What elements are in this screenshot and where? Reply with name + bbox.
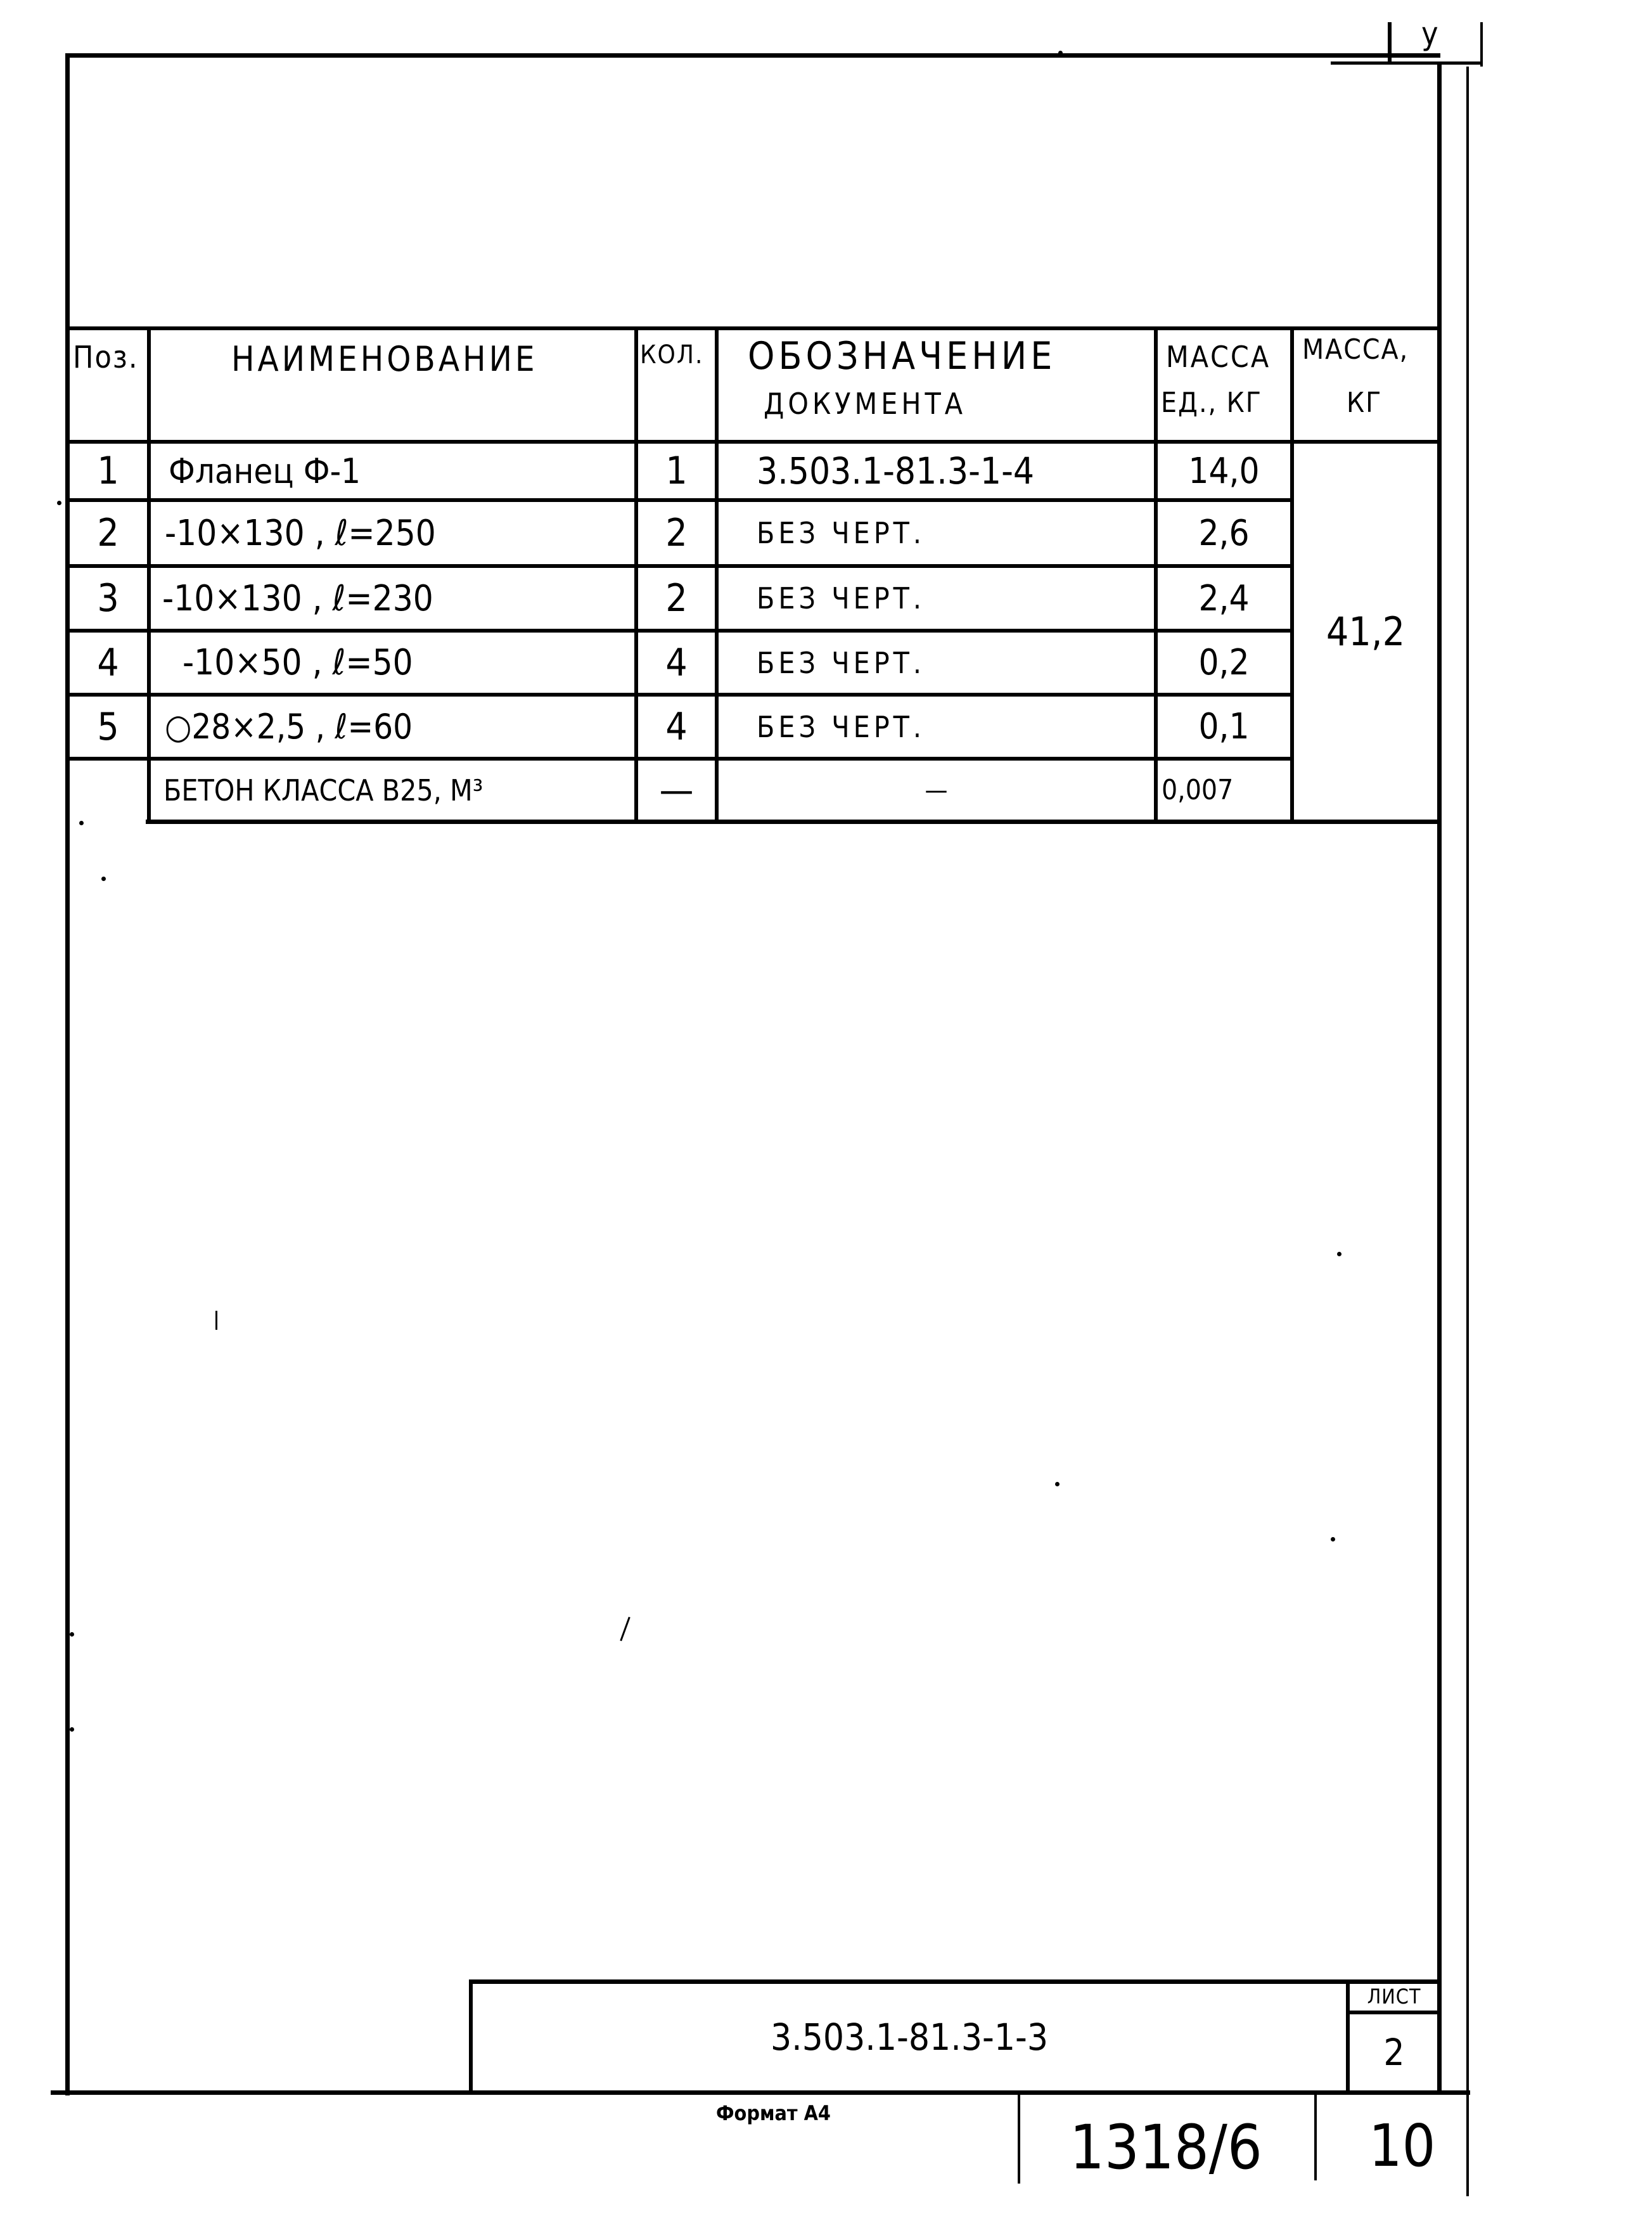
row-qty: 4 <box>665 704 688 749</box>
format-label: Формат А4 <box>716 2101 831 2125</box>
row-pos: 1 <box>97 449 119 493</box>
scan-speck <box>1055 1482 1060 1486</box>
row-unit-mass: 14,0 <box>1188 450 1260 492</box>
row-qty: 4 <box>665 640 688 685</box>
row-pos: 4 <box>97 640 119 685</box>
row-doc: БЕЗ ЧЕРТ. <box>757 645 926 680</box>
header-qty: КОЛ. <box>640 340 704 370</box>
scan-speck <box>70 1727 74 1732</box>
header-name: НАИМЕНОВАНИЕ <box>231 339 538 379</box>
scan-speck <box>620 1617 630 1642</box>
header-total-mass-line1: МАССА, <box>1302 333 1409 366</box>
table-bottom-rule <box>146 820 1440 824</box>
scan-speck <box>215 1311 217 1330</box>
row-doc: БЕЗ ЧЕРТ. <box>757 516 926 550</box>
sheet-label: ЛИСТ <box>1367 1985 1421 2009</box>
scan-speck <box>1337 1252 1341 1256</box>
row-name: ○28×2,5 , ℓ=60 <box>165 707 413 747</box>
row-name: -10×130 , ℓ=250 <box>165 512 436 554</box>
row-doc: — <box>925 775 948 805</box>
scan-speck <box>57 501 61 505</box>
row-qty: — <box>659 768 694 813</box>
frame-bottom-border <box>51 2090 1470 2095</box>
scan-speck <box>1058 51 1063 55</box>
footer-divider-left <box>1018 2095 1020 2184</box>
row-doc: 3.503.1-81.3-1-4 <box>757 449 1035 492</box>
row-unit-mass: 0,2 <box>1198 642 1250 683</box>
table-top-rule <box>65 326 1440 330</box>
corner-tab-label: у <box>1421 15 1438 52</box>
frame-top-border <box>65 53 1440 58</box>
row-unit-mass: 2,4 <box>1198 577 1250 619</box>
corner-tab-right-edge <box>1480 22 1483 67</box>
row-name: БЕТОН КЛАССА В25, М³ <box>163 773 483 808</box>
frame-right-border-inner <box>1437 63 1442 2092</box>
row-name: -10×130 , ℓ=230 <box>162 577 433 619</box>
row-pos: 2 <box>97 511 119 555</box>
header-pos: Поз. <box>73 340 139 375</box>
scan-speck <box>101 877 106 881</box>
header-unit-mass-line2: ЕД., КГ <box>1161 387 1262 419</box>
header-total-mass-line2: КГ <box>1347 387 1383 419</box>
row-unit-mass: 0,1 <box>1198 706 1250 747</box>
scan-speck <box>79 821 84 825</box>
document-designation: 3.503.1-81.3-1-3 <box>770 2016 1049 2059</box>
row-doc: БЕЗ ЧЕРТ. <box>757 581 926 615</box>
row-name: Фланец Ф-1 <box>169 451 361 491</box>
row-qty: 2 <box>665 511 688 555</box>
sheet-number: 2 <box>1383 2031 1405 2074</box>
frame-left-border <box>65 53 70 2095</box>
inventory-number: 1318/6 <box>1070 2112 1262 2183</box>
scan-speck <box>70 1632 74 1637</box>
scan-speck <box>1331 1537 1335 1541</box>
corner-tab-left-edge <box>1388 22 1392 64</box>
footer-divider-right <box>1314 2095 1317 2180</box>
row-name: -10×50 , ℓ=50 <box>182 642 413 683</box>
row-qty: 1 <box>665 449 688 493</box>
row-doc: БЕЗ ЧЕРТ. <box>757 709 926 744</box>
row-qty: 2 <box>665 576 688 621</box>
header-doc-line1: ОБОЗНАЧЕНИЕ <box>748 334 1056 378</box>
row-pos <box>69 761 147 820</box>
row-pos: 5 <box>97 704 119 749</box>
total-mass-value: 41,2 <box>1326 608 1405 655</box>
title-block-top-rule <box>469 1979 1440 1984</box>
frame-right-border-outer <box>1466 67 1469 2196</box>
row-pos: 3 <box>97 576 119 621</box>
row-unit-mass: 0,007 <box>1162 774 1234 806</box>
header-doc-line2: ДОКУМЕНТА <box>764 387 967 421</box>
corner-tab-bottom-edge <box>1331 61 1483 65</box>
header-unit-mass-line1: МАССА <box>1166 340 1271 374</box>
row-unit-mass: 2,6 <box>1198 512 1250 554</box>
page-number: 10 <box>1369 2112 1436 2180</box>
